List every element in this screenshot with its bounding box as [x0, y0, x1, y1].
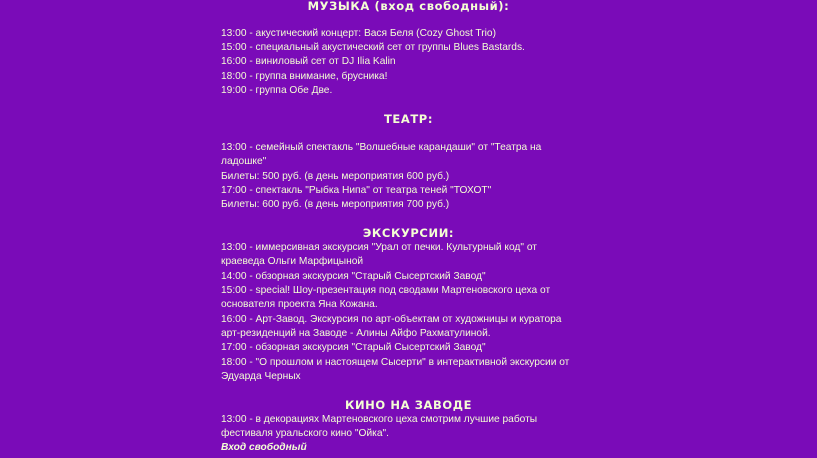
- excursion-line: Эдуарда Черных: [221, 371, 301, 382]
- excursion-line: 15:00 - special! Шоу-презентация под сводами Мартеновского цеха от: [221, 285, 551, 296]
- music-heading: МУЗЫКА (вход свободный):: [307, 0, 510, 13]
- excursion-line: 14:00 - обзорная экскурсия "Старый Сысертский Завод": [221, 271, 486, 282]
- excursion-line: основателя проекта Яна Кожана.: [221, 299, 378, 310]
- excursion-line: арт-резиденций на Заводе - Алины Айфо Рахматулиной.: [221, 328, 491, 339]
- music-line: 15:00 - специальный акустический сет от группы Blues Bastards.: [221, 42, 525, 53]
- music-line: 13:00 - акустический концерт: Вася Беля (Cozy Ghost Trio): [221, 28, 496, 39]
- excursion-line: 16:00 - Арт-Завод. Экскурсия по арт-объектам от художницы и куратора: [221, 314, 562, 325]
- free-entry-note: Вход свободный: [221, 442, 307, 453]
- theatre-line: 13:00 - семейный спектакль "Волшебные карандаши" от "Театра на: [221, 142, 542, 153]
- cinema-line: фестиваля уральского кино "Ойка".: [221, 428, 389, 439]
- theatre-line: Билеты: 600 руб. (в день мероприятия 700 руб.): [221, 199, 450, 210]
- theatre-line: 17:00 - спектакль "Рыбка Нипа" от театра теней "ТОХОТ": [221, 185, 492, 196]
- excursion-line: 18:00 - "О прошлом и настоящем Сысерти" в интерактивной экскурсии от: [221, 357, 570, 368]
- music-line: 19:00 - группа Обе Две.: [221, 85, 333, 96]
- cinema-heading: КИНО НА ЗАВОДЕ: [344, 398, 473, 412]
- excursion-line: 13:00 - иммерсивная экскурсия "Урал от печки. Культурный код" от: [221, 242, 537, 253]
- cinema-line: 13:00 - в декорациях Мартеновского цеха смотрим лучшие работы: [221, 414, 538, 425]
- music-line: 18:00 - группа внимание, брусника!: [221, 71, 388, 82]
- theatre-line: Билеты: 500 руб. (в день мероприятия 600 руб.): [221, 171, 450, 182]
- excursion-line: 17:00 - обзорная экскурсия "Старый Сысертский Завод": [221, 342, 486, 353]
- excursion-line: краеведа Ольги Марфицыной: [221, 256, 364, 267]
- theatre-line: ладошке": [221, 156, 267, 167]
- excursions-heading: ЭКСКУРСИИ:: [362, 226, 455, 240]
- theatre-heading: ТЕАТР:: [383, 112, 434, 126]
- music-line: 16:00 - виниловый сет от DJ Ilia Kalin: [221, 56, 396, 67]
